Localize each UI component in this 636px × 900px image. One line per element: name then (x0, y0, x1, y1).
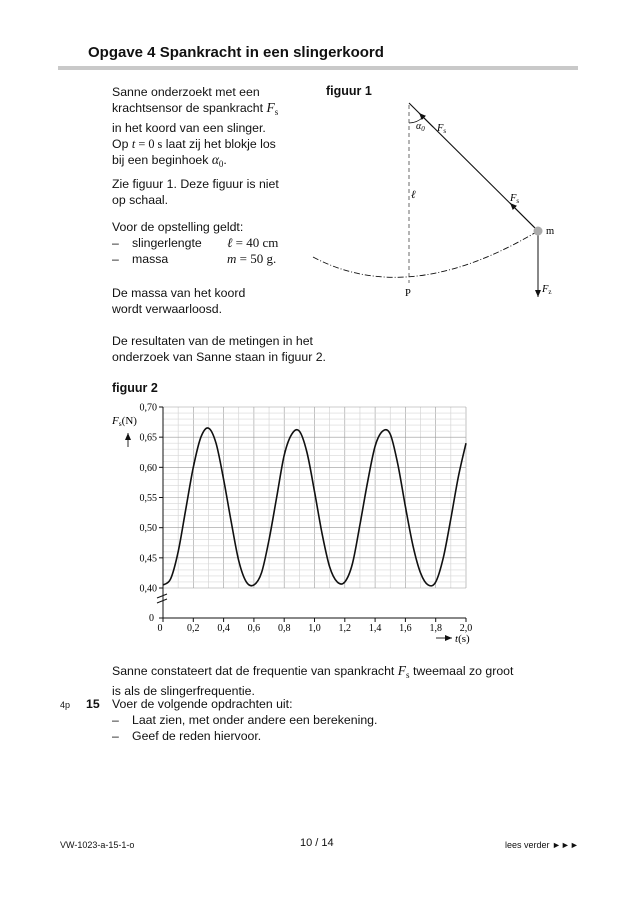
chart-grid (163, 407, 466, 588)
next-page-link: lees verder ►►► (505, 840, 579, 850)
question-points: 4p (60, 700, 71, 710)
fs-label-mass: Fs (510, 193, 520, 205)
chart-axes (159, 407, 466, 622)
axis-break (157, 594, 167, 603)
x-tick-label: 1,8 (429, 623, 442, 634)
intro-line: op schaal. (112, 193, 169, 207)
x-tick-label: 1,6 (399, 623, 412, 634)
x-tick-label-origin: 0 (157, 623, 163, 634)
pendulum-figure (300, 95, 570, 310)
y-tick-label: 0,65 (139, 432, 157, 444)
pendulum-mass (534, 227, 543, 236)
setup-heading: Voor de opstelling geldt: (112, 220, 244, 234)
tension-chart (100, 395, 490, 650)
x-axis-label: t(s) (455, 633, 470, 645)
title-divider (58, 66, 578, 70)
x-tick-label: 1,4 (368, 623, 382, 634)
x-tick-label: 0,4 (217, 623, 230, 634)
intro-line: Op t = 0 s laat zij het blokje los (112, 137, 276, 151)
intro-text (112, 84, 312, 208)
intro-line: in het koord van een slinger. (112, 121, 266, 135)
mass-label: m (546, 226, 555, 237)
page-title: Opgave 4 Spankracht in een slingerkoord (88, 44, 384, 61)
y-tick-label: 0,50 (139, 523, 157, 535)
setup-block (112, 219, 312, 267)
question-number: 15 (86, 697, 100, 711)
intro-line: krachtsensor de spankracht $F_s$ (112, 100, 279, 117)
fz-label: Fz (542, 284, 552, 296)
x-tick-label: 0,6 (247, 623, 261, 634)
question-text: Voer de volgende opdrachten uit: – Laat zien, met onder andere een berekening. – Geef de reden hiervoor. (112, 697, 378, 743)
x-tick-label: 1,0 (308, 623, 321, 634)
point-p-label: P (405, 288, 411, 299)
x-tick-label: 0,2 (187, 623, 200, 634)
y-tick-label: 0,70 (139, 402, 157, 414)
y-tick-label-origin: 0 (149, 613, 154, 624)
tension-arrow-mass (510, 203, 538, 231)
mass-note: De massa van het koord wordt verwaarloosd. (112, 286, 246, 316)
y-tick-label: 0,55 (139, 493, 157, 504)
alpha-label: $\alpha_0$ (416, 121, 425, 133)
y-axis-label: Fs(N) (112, 415, 137, 428)
results-text: De resultaten van de metingen in het onderzoek van Sanne staan in figuur 2. (112, 334, 326, 364)
y-tick-label: 0,60 (139, 462, 157, 474)
conclusion-text: Sanne constateert dat de frequentie van spankracht $F_s$ tweemaal zo groot is als de slingerfrequentie. (112, 663, 514, 698)
x-tick-label: 0,8 (277, 623, 291, 634)
fs-label-top: Fs (437, 123, 447, 135)
page-number: 10 / 14 (300, 837, 334, 849)
y-tick-label: 0,45 (139, 553, 157, 565)
figure2-label: figuur 2 (112, 381, 158, 395)
intro-line: Zie figuur 1. Deze figuur is niet (112, 177, 279, 191)
figure1-label: figuur 1 (326, 84, 372, 98)
y-tick-label: 0,40 (139, 583, 157, 595)
setup-item-length: – slingerlengte ℓ = 40 cm (112, 235, 279, 250)
x-tick-label: 1,2 (338, 623, 352, 634)
setup-item-mass: – massa m = 50 g. (112, 251, 277, 266)
x-tick-label: 2,0 (459, 623, 473, 634)
intro-line: bij een beginhoek $\alpha_0$. (112, 152, 227, 169)
length-label: ℓ (411, 189, 416, 201)
swing-path (313, 231, 538, 277)
exam-code: VW-1023-a-15-1-o (60, 840, 135, 850)
intro-line: Sanne onderzoekt met een (112, 85, 260, 99)
